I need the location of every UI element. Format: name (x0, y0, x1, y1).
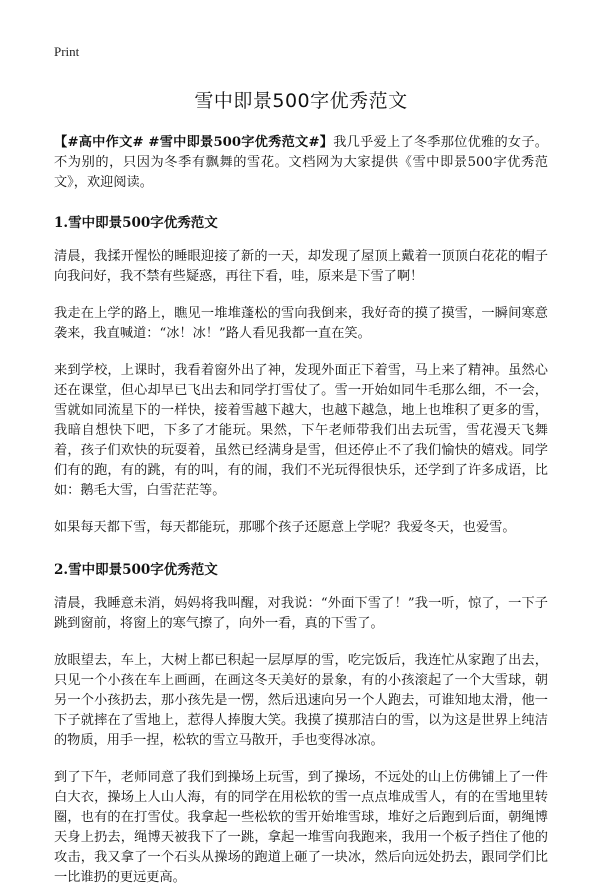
intro-tags: 【#高中作文# #雪中即景500字优秀范文#】 (54, 135, 334, 150)
paragraph: 来到学校，上课时，我看着窗外出了神，发现外面正下着雪，马上来了精神。虽然心还在课堂，但心却早已飞出去和同学打雪仗了。雪一开始如同牛毛那么细，不一会，雪就如同流星下的一样快，接着雪越下越大，也越下越急，地上也堆积了更多的雪，我暗自想快下吧，下多了才能玩。果然，下午老师带我们出去玩雪，雪花漫天飞舞着，孩子们欢快的玩耍着，虽然已经满身是雪，但还停止不了我们愉快的嬉戏。同学们有的跑，有的跳，有的叫，有的闹，我们不光玩得很快乐，还学到了许多成语，比如：鹅毛大雪，白雪茫茫等。 (54, 363, 548, 498)
section-1 (54, 211, 548, 538)
intro-text: 我几乎爱上了冬季那位优雅的女子。不为别的，只因为冬季有飘舞的雪花。文档网为大家提供《雪中即景500字优秀范文》，欢迎阅读。 (54, 135, 548, 190)
paragraph: 清晨，我睡意未消，妈妈将我叫醒，对我说：“外面下雪了！”我一听，惊了，一下子跳到窗前，将窗上的寒气擦了，向外一看，真的下雪了。 (54, 596, 548, 631)
paragraph: 放眼望去，车上，大树上都已积起一层厚厚的雪，吃完饭后，我连忙从家跑了出去，只见一个小孩在车上画画，在画这冬天美好的景象，有的小孩滚起了一个大雪球，朝另一个小孩扔去，那小孩先是一愣，然后迅速向另一个人跑去，可谁知地太滑，他一下子就摔在了雪地上，惹得人捧腹大笑。我摸了摸那洁白的雪，以为这是世界上纯洁的物质，用手一捏，松软的雪立马散开，手也变得冰凉。 (54, 653, 548, 748)
section-heading: 1.雪中即景500字优秀范文 (54, 215, 218, 231)
intro-paragraph (54, 133, 548, 193)
print-link[interactable]: Print (54, 44, 80, 59)
paragraph: 我走在上学的路上，瞧见一堆堆蓬松的雪向我倒来，我好奇的摸了摸雪，一瞬间寒意袭来，我直喊道：“冰！冰！”路人看见我都一直在笑。 (54, 306, 548, 341)
paragraph: 清晨，我揉开惺忪的睡眼迎接了新的一天，却发现了屋顶上戴着一顶顶白花花的帽子向我问好，我不禁有些疑惑，再往下看，哇，原来是下雪了啊！ (54, 249, 548, 284)
document-title: 雪中即景500字优秀范文 (194, 90, 408, 112)
paragraph: 如果每天都下雪，每天都能玩，那哪个孩子还愿意上学呢？我爱冬天，也爱雪。 (54, 520, 516, 535)
section-2 (54, 558, 548, 888)
paragraph: 到了下午，老师同意了我们到操场上玩雪，到了操场，不远处的山上仿佛铺上了一件白大衣，操场上人山人海，有的同学在用松软的雪一点点堆成雪人，有的在雪地里转圈，也有的在打雪仗。我拿起一些松软的雪开始堆雪球，堆好之后跑到后面，朝绳博天身上扔去，绳博天被我下了一跳，拿起一堆雪向我跑来，我用一个板子挡住了他的攻击，我又拿了一个石头从操场的跑道上砸了一块冰，然后向远处扔去，跟同学们比一比谁扔的更远更高。 (54, 770, 548, 885)
section-heading: 2.雪中即景500字优秀范文 (54, 562, 218, 578)
